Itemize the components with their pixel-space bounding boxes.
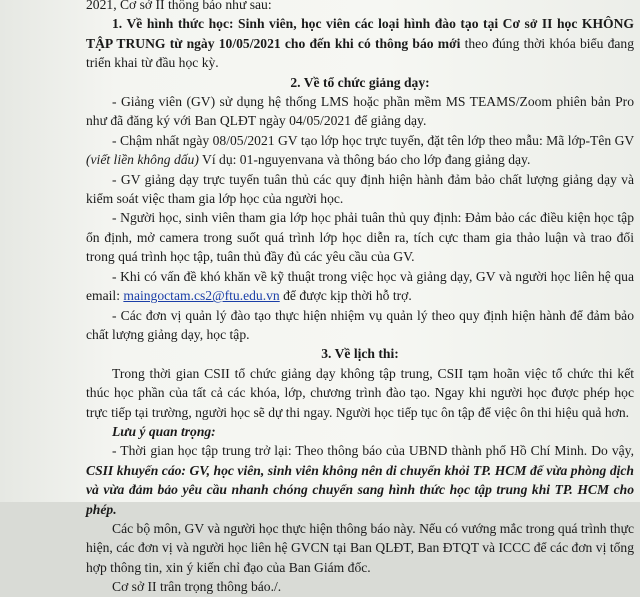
section-2-item-2-text: - Chậm nhất ngày 08/05/2021 GV tạo lớp học trực tuyến, đặt tên lớp theo mẫu: Mã lớp-Tên GV bbox=[112, 132, 634, 148]
important-note-label: Lưu ý quan trọng: bbox=[112, 423, 216, 439]
important-note-recommendation: CSII khuyến cáo: GV, học viên, sinh viên không nên di chuyển khỏi TP. HCM để vừa phòng dịch và vừa đảm bảo yêu cầu nhanh chóng chuyển sang hình thức học tập trung khi TP. HCM cho phép. bbox=[86, 462, 634, 517]
intro-line: 2021, Cơ sở II thông báo như sau: bbox=[86, 0, 272, 12]
section-2-item-4: - Người học, sinh viên tham gia lớp học phải tuân thủ quy định: Đảm bảo các điều kiện học tập ổn định, mở camera trong suốt quá trình lớp học diễn ra, tích cực tham gia thảo luận và trao đổi trong quá trình học tập, tuân thủ đầy đủ các yêu cầu của GV. bbox=[86, 210, 634, 265]
closing-line: Cơ sở II trân trọng thông báo./. bbox=[112, 579, 282, 595]
section-3-paragraph: Trong thời gian CSII tổ chức giảng dạy không tập trung, CSII tạm hoãn việc tổ chức thi kết thúc học phần của tất cả các khóa, lớp, chương trình đào tạo. Ngay khi người học được phép học trực tiếp tại trường, người học sẽ dự thi ngay. Người học tiếp tục ôn tập để việc ôn thi hiệu quả hơn. bbox=[86, 365, 634, 420]
section-2-item-2-tail: Ví dụ: 01-nguyenvana và thông báo cho lớp đang giảng dạy. bbox=[198, 152, 531, 168]
section-3-paragraph-2: Các bộ môn, GV và người học thực hiện thông báo này. Nếu có vướng mắc trong quá trình thực hiện, các đơn vị và người học liên hệ GVCN tại Ban QLĐT, Ban ĐTQT và ICCC để các đơn vị tổng hợp thông tin, xin ý kiến chỉ đạo của Ban Giám đốc. bbox=[86, 520, 634, 575]
section-1-rest: theo đúng thời khóa biểu đang triển khai từ đầu học kỳ. bbox=[86, 35, 634, 71]
section-2-item-5-text: - Khi có vấn đề khó khăn về kỹ thuật trong việc học và giảng dạy, GV và người học liên hệ qua email: bbox=[86, 268, 634, 304]
section-2-item-1: - Giảng viên (GV) sử dụng hệ thống LMS hoặc phần mềm MS TEAMS/Zoom phiên bản Pro như đã đăng ký với Ban QLĐT ngày 04/05/2021 để giảng dạy. bbox=[86, 94, 634, 129]
section-1-paragraph bbox=[86, 14, 634, 72]
section-2-heading: 2. Về tổ chức giảng dạy: bbox=[290, 74, 430, 90]
section-2-item-5 bbox=[86, 267, 634, 306]
section-2-item-5-tail: để được kịp thời hỗ trợ. bbox=[279, 288, 412, 304]
section-2-item-2-italic: (viết liền không dấu) bbox=[86, 152, 199, 168]
section-2-item-3: - GV giảng dạy trực tuyến tuân thủ các quy định hiện hành đảm bảo chất lượng giảng dạy và kiểm soát việc tham gia lớp học của người học. bbox=[86, 171, 634, 207]
section-3-heading: 3. Về lịch thi: bbox=[321, 346, 399, 362]
document-body bbox=[86, 0, 634, 597]
important-note bbox=[86, 441, 634, 519]
section-2-item-2 bbox=[86, 131, 634, 170]
section-1-bold: 1. Về hình thức học: Sinh viên, học viên các loại hình đào tạo tại Cơ sở II học KHÔNG TẬP TRUNG từ ngày 10/05/2021 cho đến khi có thông báo mới bbox=[86, 16, 634, 51]
section-2-item-6: - Các đơn vị quản lý đào tạo thực hiện nhiệm vụ quản lý theo quy định hiện hành để đảm bảo chất lượng giảng dạy, học tập. bbox=[86, 307, 634, 342]
support-email-link[interactable]: maingoctam.cs2@ftu.edu.vn bbox=[123, 288, 280, 304]
important-note-text: - Thời gian học tập trung trở lại: Theo thông báo của UBND thành phố Hồ Chí Minh. Do vậy, bbox=[112, 443, 634, 459]
